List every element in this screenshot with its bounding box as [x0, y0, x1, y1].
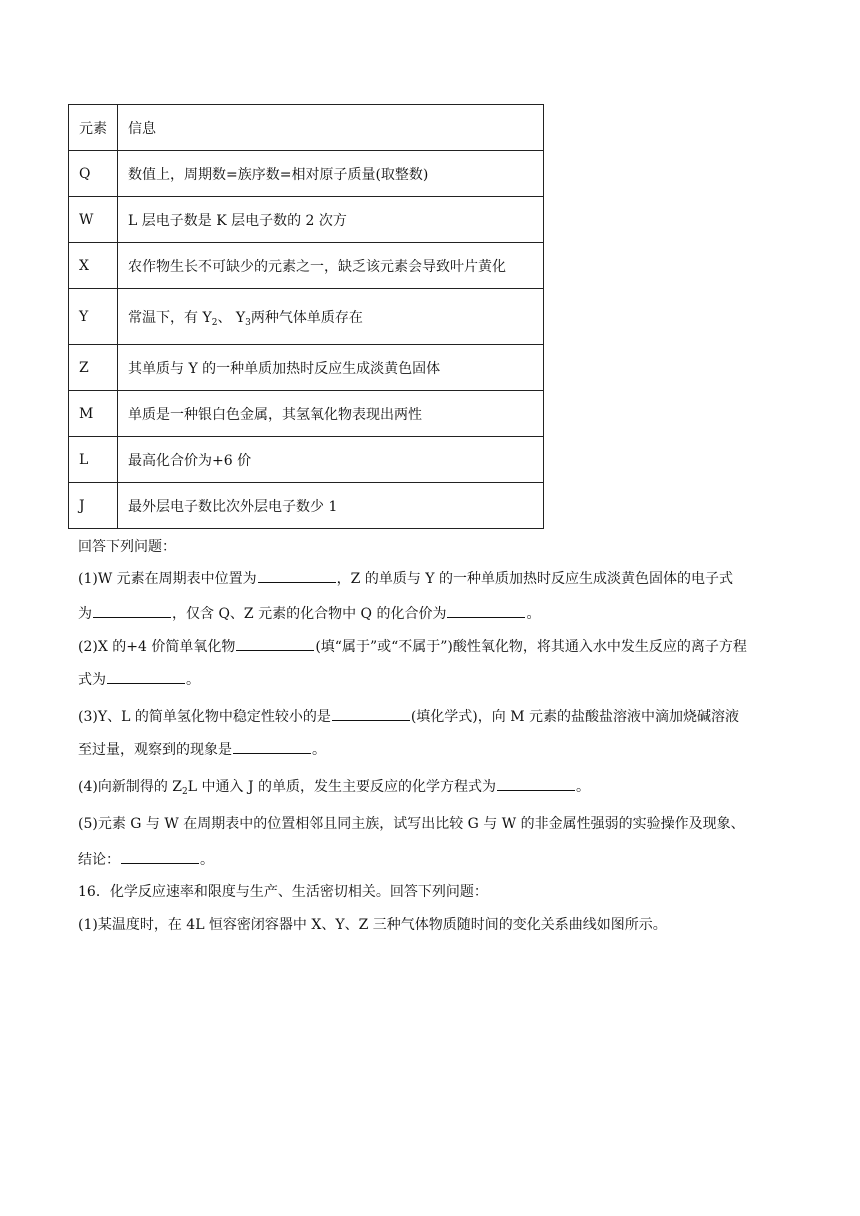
q1-text: 为 [78, 606, 92, 622]
question-16-part-1: (1)某温度时，在 4L 恒容密闭容器中 X、Y、Z 三种气体物质随时间的变化关系曲线如图所示。 [78, 917, 667, 933]
q1-text: ，Z 的单质与 Y 的一种单质加热时反应生成淡黄色固体的电子式 [336, 571, 733, 587]
table-row [69, 437, 544, 483]
answer-blank[interactable] [447, 603, 525, 618]
table-row [69, 345, 544, 391]
subscript: 3 [245, 317, 251, 328]
element-info: 其单质与 Y 的一种单质加热时反应生成淡黄色固体 [118, 345, 544, 391]
element-symbol: Z [69, 345, 118, 391]
q5-text: 结论： [78, 852, 120, 868]
q1-text: ，仅含 Q、Z 元素的化合物中 Q 的化合价为 [172, 606, 447, 622]
element-symbol: W [69, 197, 118, 243]
q4-text: L 中通入 J 的单质，发生主要反应的化学方程式为 [187, 779, 497, 795]
intro-text: 回答下列问题： [78, 539, 176, 555]
question-1-line-1 [78, 568, 733, 589]
answer-blank[interactable] [233, 739, 311, 754]
question-5-line-2 [78, 849, 214, 870]
question-4-line-1 [78, 776, 590, 797]
q2-text: (填“属于”或“不属于”)酸性氧化物，将其通入水中发生反应的离子方程 [315, 639, 747, 655]
table-row [69, 289, 544, 345]
element-symbol: X [69, 243, 118, 289]
element-info: L 层电子数是 K 层电子数的 2 次方 [118, 197, 544, 243]
q2-text: 式为 [78, 672, 106, 688]
q2-text: (2)X 的+4 价简单氧化物 [78, 639, 236, 655]
q5-text: (5)元素 G 与 W 在周期表中的位置相邻且同主族，试写出比较 G 与 W 的非金属性强弱的实验操作及现象、 [78, 816, 745, 832]
element-info: 数值上，周期数=族序数=相对原子质量(取整数) [118, 151, 544, 197]
element-info: 最外层电子数比次外层电子数少 1 [118, 483, 544, 529]
header-element: 元素 [69, 105, 118, 151]
element-symbol: Y [69, 289, 118, 345]
answer-blank[interactable] [93, 603, 171, 618]
question-2-line-2 [78, 669, 200, 690]
info-text: 常温下，有 Y [128, 309, 212, 326]
element-info: 农作物生长不可缺少的元素之一，缺乏该元素会导致叶片黄化 [118, 243, 544, 289]
question-3-line-2 [78, 739, 326, 760]
element-symbol: M [69, 391, 118, 437]
question-1-line-2 [78, 603, 540, 624]
element-info [118, 289, 544, 345]
q3-text: 至过量，观察到的现象是 [78, 742, 232, 758]
table-row [69, 151, 544, 197]
question-3-line-1 [78, 706, 739, 727]
info-text: 两种气体单质存在 [250, 309, 363, 326]
table-row [69, 197, 544, 243]
subscript: 2 [182, 787, 188, 797]
question-2-line-1 [78, 636, 747, 657]
q3-text: (填化学式)，向 M 元素的盐酸盐溶液中滴加烧碱溶液 [410, 709, 739, 725]
header-info: 信息 [118, 105, 544, 151]
q1-text: 。 [526, 606, 541, 622]
q2-text: 。 [186, 672, 200, 688]
answer-blank[interactable] [121, 849, 199, 864]
answer-blank[interactable] [107, 669, 185, 684]
question-5-line-1 [78, 814, 745, 834]
element-symbol: Q [69, 151, 118, 197]
table-header-row [69, 105, 544, 151]
element-info: 最高化合价为+6 价 [118, 437, 544, 483]
element-info: 单质是一种银白色金属，其氢氧化物表现出两性 [118, 391, 544, 437]
q4-text: 。 [576, 779, 591, 795]
info-text: 、 Y [217, 309, 246, 326]
answer-blank[interactable] [497, 776, 575, 791]
q5-text: 。 [200, 852, 214, 868]
answer-blank[interactable] [236, 636, 314, 651]
question-16-title: 16．化学反应速率和限度与生产、生活密切相关。回答下列问题： [78, 884, 488, 900]
q3-text: (3)Y、L 的简单氢化物中稳定性较小的是 [78, 709, 331, 725]
answer-blank[interactable] [258, 568, 336, 583]
subscript: 2 [211, 317, 218, 328]
element-symbol: L [69, 437, 118, 483]
q3-text: 。 [312, 742, 326, 758]
table-row [69, 483, 544, 529]
answer-blank[interactable] [332, 706, 410, 721]
q1-text: (1)W 元素在周期表中位置为 [78, 571, 257, 587]
table-row [69, 243, 544, 289]
table-row [69, 391, 544, 437]
q4-text: (4)向新制得的 Z [78, 779, 183, 795]
element-symbol: J [69, 483, 118, 529]
element-info-table [68, 104, 544, 529]
